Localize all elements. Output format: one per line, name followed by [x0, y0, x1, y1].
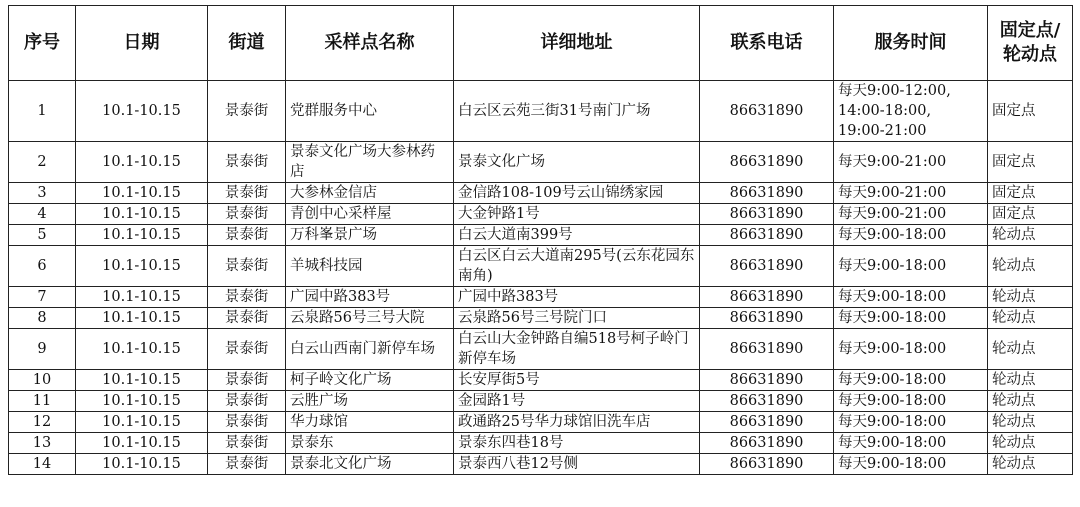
table-header-row — [9, 6, 1073, 81]
table-row — [9, 329, 1073, 370]
cell-index: 5 — [9, 225, 76, 246]
header-type-line1: 固定点/ — [999, 20, 1061, 41]
cell-site-name: 景泰北文化广场 — [286, 454, 454, 475]
cell-street: 景泰街 — [208, 81, 286, 142]
service-time-line: 每天9:00-18:00 — [838, 227, 947, 243]
cell-street: 景泰街 — [208, 329, 286, 370]
cell-index: 12 — [9, 412, 76, 433]
table-row — [9, 81, 1073, 142]
cell-phone: 86631890 — [700, 246, 834, 287]
header-site-name: 采样点名称 — [286, 6, 454, 81]
cell-service-time — [834, 433, 988, 454]
service-time-line: 每天9:00-18:00 — [838, 289, 947, 305]
cell-index: 2 — [9, 142, 76, 183]
cell-street: 景泰街 — [208, 370, 286, 391]
service-time-line: 每天9:00-21:00 — [838, 206, 947, 222]
cell-address: 景泰文化广场 — [454, 142, 700, 183]
cell-street: 景泰街 — [208, 204, 286, 225]
cell-service-time — [834, 246, 988, 287]
service-time-line: 每天9:00-21:00 — [838, 154, 947, 170]
cell-address: 金园路1号 — [454, 391, 700, 412]
cell-type: 轮动点 — [988, 287, 1073, 308]
cell-street: 景泰街 — [208, 391, 286, 412]
cell-site-name: 云胜广场 — [286, 391, 454, 412]
cell-index: 3 — [9, 183, 76, 204]
cell-type: 轮动点 — [988, 225, 1073, 246]
cell-date: 10.1-10.15 — [76, 433, 208, 454]
cell-phone: 86631890 — [700, 329, 834, 370]
cell-address: 广园中路383号 — [454, 287, 700, 308]
cell-service-time — [834, 225, 988, 246]
cell-type: 固定点 — [988, 81, 1073, 142]
cell-street: 景泰街 — [208, 308, 286, 329]
cell-index: 14 — [9, 454, 76, 475]
table-body — [9, 81, 1073, 475]
cell-street: 景泰街 — [208, 246, 286, 287]
cell-address: 景泰西八巷12号侧 — [454, 454, 700, 475]
cell-site-name: 党群服务中心 — [286, 81, 454, 142]
header-date: 日期 — [76, 6, 208, 81]
cell-type: 固定点 — [988, 183, 1073, 204]
header-phone: 联系电话 — [700, 6, 834, 81]
cell-street: 景泰街 — [208, 142, 286, 183]
service-time-line: 每天9:00-18:00 — [838, 435, 947, 451]
cell-type: 轮动点 — [988, 454, 1073, 475]
cell-index: 4 — [9, 204, 76, 225]
cell-date: 10.1-10.15 — [76, 183, 208, 204]
cell-site-name: 广园中路383号 — [286, 287, 454, 308]
cell-phone: 86631890 — [700, 81, 834, 142]
header-type — [988, 6, 1073, 81]
cell-street: 景泰街 — [208, 225, 286, 246]
cell-phone: 86631890 — [700, 391, 834, 412]
cell-index: 10 — [9, 370, 76, 391]
header-type-line2: 轮动点 — [1003, 44, 1057, 65]
cell-street: 景泰街 — [208, 183, 286, 204]
cell-phone: 86631890 — [700, 225, 834, 246]
cell-date: 10.1-10.15 — [76, 370, 208, 391]
cell-address: 景泰东四巷18号 — [454, 433, 700, 454]
table-row — [9, 142, 1073, 183]
service-time-line: 每天9:00-18:00 — [838, 393, 947, 409]
cell-phone: 86631890 — [700, 370, 834, 391]
table-row — [9, 454, 1073, 475]
cell-address: 政通路25号华力球馆旧洗车店 — [454, 412, 700, 433]
service-time-line: 每天9:00-18:00 — [838, 258, 947, 274]
header-index: 序号 — [9, 6, 76, 81]
cell-site-name: 柯子岭文化广场 — [286, 370, 454, 391]
cell-street: 景泰街 — [208, 454, 286, 475]
cell-index: 9 — [9, 329, 76, 370]
service-time-line: 每天9:00-18:00 — [838, 341, 947, 357]
cell-address: 大金钟路1号 — [454, 204, 700, 225]
cell-index: 6 — [9, 246, 76, 287]
cell-phone: 86631890 — [700, 183, 834, 204]
cell-date: 10.1-10.15 — [76, 204, 208, 225]
header-service-time: 服务时间 — [834, 6, 988, 81]
service-time-line: 19:00-21:00 — [838, 123, 927, 139]
cell-index: 13 — [9, 433, 76, 454]
service-time-line: 每天9:00-21:00 — [838, 185, 947, 201]
cell-service-time — [834, 287, 988, 308]
cell-service-time — [834, 329, 988, 370]
cell-service-time — [834, 454, 988, 475]
cell-site-name: 羊城科技园 — [286, 246, 454, 287]
cell-type: 固定点 — [988, 204, 1073, 225]
cell-address: 长安厚街5号 — [454, 370, 700, 391]
service-time-line: 14:00-18:00, — [838, 103, 932, 119]
table-row — [9, 433, 1073, 454]
cell-site-name: 青创中心采样屋 — [286, 204, 454, 225]
cell-type: 轮动点 — [988, 329, 1073, 370]
cell-service-time — [834, 81, 988, 142]
cell-type: 固定点 — [988, 142, 1073, 183]
cell-index: 11 — [9, 391, 76, 412]
cell-site-name: 云泉路56号三号大院 — [286, 308, 454, 329]
cell-type: 轮动点 — [988, 391, 1073, 412]
cell-site-name: 白云山西南门新停车场 — [286, 329, 454, 370]
cell-date: 10.1-10.15 — [76, 308, 208, 329]
service-time-line: 每天9:00-18:00 — [838, 372, 947, 388]
cell-service-time — [834, 204, 988, 225]
cell-service-time — [834, 391, 988, 412]
table-row — [9, 246, 1073, 287]
cell-address: 白云区白云大道南295号(云东花园东南角) — [454, 246, 700, 287]
cell-phone: 86631890 — [700, 142, 834, 183]
cell-phone: 86631890 — [700, 433, 834, 454]
cell-phone: 86631890 — [700, 308, 834, 329]
cell-date: 10.1-10.15 — [76, 246, 208, 287]
cell-index: 8 — [9, 308, 76, 329]
cell-type: 轮动点 — [988, 433, 1073, 454]
cell-phone: 86631890 — [700, 412, 834, 433]
cell-type: 轮动点 — [988, 412, 1073, 433]
cell-date: 10.1-10.15 — [76, 287, 208, 308]
cell-service-time — [834, 370, 988, 391]
cell-date: 10.1-10.15 — [76, 329, 208, 370]
cell-street: 景泰街 — [208, 412, 286, 433]
cell-service-time — [834, 142, 988, 183]
cell-address: 金信路108-109号云山锦绣家园 — [454, 183, 700, 204]
cell-type: 轮动点 — [988, 370, 1073, 391]
service-time-line: 每天9:00-18:00 — [838, 414, 947, 430]
header-address: 详细地址 — [454, 6, 700, 81]
cell-service-time — [834, 183, 988, 204]
cell-date: 10.1-10.15 — [76, 81, 208, 142]
service-time-line: 每天9:00-12:00, — [838, 83, 951, 99]
cell-site-name: 华力球馆 — [286, 412, 454, 433]
cell-street: 景泰街 — [208, 287, 286, 308]
cell-service-time — [834, 308, 988, 329]
header-street: 街道 — [208, 6, 286, 81]
table-row — [9, 412, 1073, 433]
cell-address: 白云区云苑三街31号南门广场 — [454, 81, 700, 142]
cell-date: 10.1-10.15 — [76, 412, 208, 433]
cell-address: 白云大道南399号 — [454, 225, 700, 246]
cell-date: 10.1-10.15 — [76, 142, 208, 183]
table-row — [9, 308, 1073, 329]
table-row — [9, 225, 1073, 246]
table-row — [9, 391, 1073, 412]
cell-date: 10.1-10.15 — [76, 391, 208, 412]
cell-site-name: 大参林金信店 — [286, 183, 454, 204]
cell-phone: 86631890 — [700, 454, 834, 475]
cell-type: 轮动点 — [988, 246, 1073, 287]
cell-phone: 86631890 — [700, 287, 834, 308]
table-row — [9, 204, 1073, 225]
cell-phone: 86631890 — [700, 204, 834, 225]
cell-index: 7 — [9, 287, 76, 308]
cell-type: 轮动点 — [988, 308, 1073, 329]
cell-site-name: 万科峯景广场 — [286, 225, 454, 246]
cell-index: 1 — [9, 81, 76, 142]
cell-address: 白云山大金钟路自编518号柯子岭门新停车场 — [454, 329, 700, 370]
service-time-line: 每天9:00-18:00 — [838, 310, 947, 326]
cell-date: 10.1-10.15 — [76, 225, 208, 246]
cell-site-name: 景泰文化广场大参林药店 — [286, 142, 454, 183]
cell-address: 云泉路56号三号院门口 — [454, 308, 700, 329]
table-row — [9, 370, 1073, 391]
service-time-line: 每天9:00-18:00 — [838, 456, 947, 472]
cell-site-name: 景泰东 — [286, 433, 454, 454]
sampling-sites-table — [8, 5, 1073, 475]
table-row — [9, 287, 1073, 308]
table-row — [9, 183, 1073, 204]
cell-service-time — [834, 412, 988, 433]
cell-street: 景泰街 — [208, 433, 286, 454]
cell-date: 10.1-10.15 — [76, 454, 208, 475]
